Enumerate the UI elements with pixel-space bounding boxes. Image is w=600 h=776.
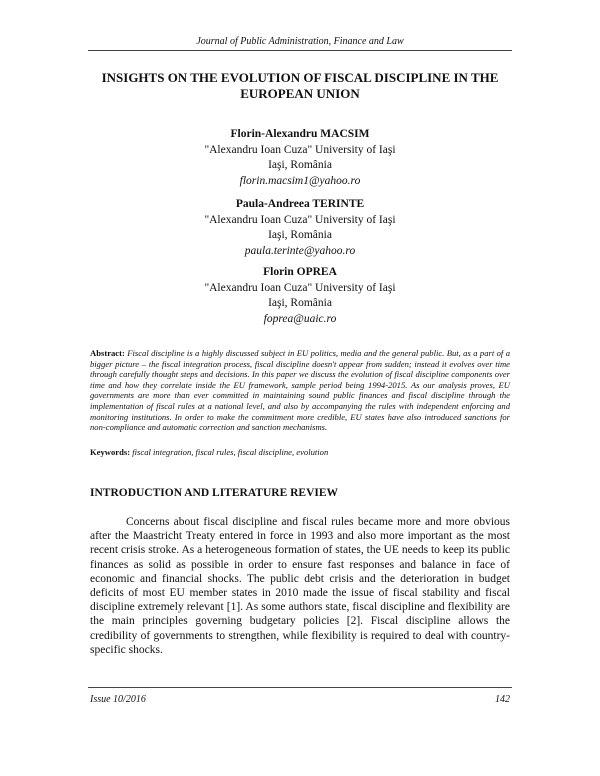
keywords: Keywords: fiscal integration, fiscal rules, fiscal discipline, evolution <box>90 447 329 457</box>
paper-title <box>90 70 510 102</box>
author-name: Florin OPREA <box>263 266 337 278</box>
author-email: paula.terinte@yahoo.ro <box>244 244 356 257</box>
abstract <box>90 348 510 433</box>
author-name: Paula-Andreea TERINTE <box>235 198 365 210</box>
author-affiliation: "Alexandru Ioan Cuza" University of Iaşi <box>204 213 396 226</box>
author-affiliation: "Alexandru Ioan Cuza" University of Iaşi <box>204 143 396 156</box>
body-paragraph: Concerns about fiscal discipline and fiscal rules became more and more obvious after the Maastricht Treaty entered in force in 1993 and also more important as the most recent crisis stroke. As a heterogeneous formation of states, the UE needs to keep its public finances as solid as possible in order to ensure fast responses and balance in face of economic and financial shocks. The public debt crisis and the deterioration in budget deficits of most EU member states in 2010 made the issue of fiscal stability and fiscal discipline extremely relevant [1]. As some authors state, fiscal discipline and flexibility are the main principles governing budgetary policies [2]. Fiscal discipline allows the credibility of governments to strengthen, while flexibility is required to deal with country-specific shocks. <box>90 516 510 656</box>
abstract-label: Abstract: <box>90 348 125 358</box>
author-location: Iaşi, România <box>268 229 332 241</box>
keywords-label: Keywords <box>90 447 128 457</box>
abstract-text: Fiscal discipline is a highly discussed subject in EU politics, media and the general public. But, as a part of a bigger picture – the fiscal integration process, fiscal discipline doesn't appear from sudden; instead it evolves over time through carefully thought steps and decisions. In this paper we discuss the evolution of fiscal discipline components over time and how they correlate inside the EU framework, sample period being 1994-2015. As our analysis proves, EU governments are more than ever committed in maintaining sound public finances and fiscal discipline through the implementation of fiscal rules at a national level, and also by accompanying the rules with independent enforcing and monitoring institutions. In order to make the commitment more credible, EU states have also introduced sanctions for non-compliance and automatic correction and sanction mechanisms. <box>90 348 510 433</box>
author-location: Iaşi, România <box>268 297 332 309</box>
author-email: florin.macsim1@yahoo.ro <box>239 174 361 187</box>
author-affiliation: "Alexandru Ioan Cuza" University of Iaşi <box>204 281 396 294</box>
section-heading: INTRODUCTION AND LITERATURE REVIEW <box>90 487 339 499</box>
title-line: INSIGHTS ON THE EVOLUTION OF FISCAL DISCIPLINE IN THE <box>101 70 499 85</box>
author-block-3 <box>90 265 510 327</box>
author-name: Florin-Alexandru MACSIM <box>230 128 370 140</box>
author-block-1 <box>90 127 510 189</box>
title-line: EUROPEAN UNION <box>240 86 360 101</box>
author-email: foprea@uaic.ro <box>263 312 337 325</box>
keywords-text: fiscal integration, fiscal rules, fiscal discipline, evolution <box>132 447 329 457</box>
author-block-2 <box>90 197 510 259</box>
page-number: 142 <box>495 694 510 705</box>
author-location: Iaşi, România <box>268 159 332 171</box>
footer-issue: Issue 10/2016 <box>90 694 146 705</box>
header-rule <box>88 50 512 51</box>
footer-rule <box>88 687 512 688</box>
journal-running-head: Journal of Public Administration, Finance and Law <box>196 36 404 47</box>
